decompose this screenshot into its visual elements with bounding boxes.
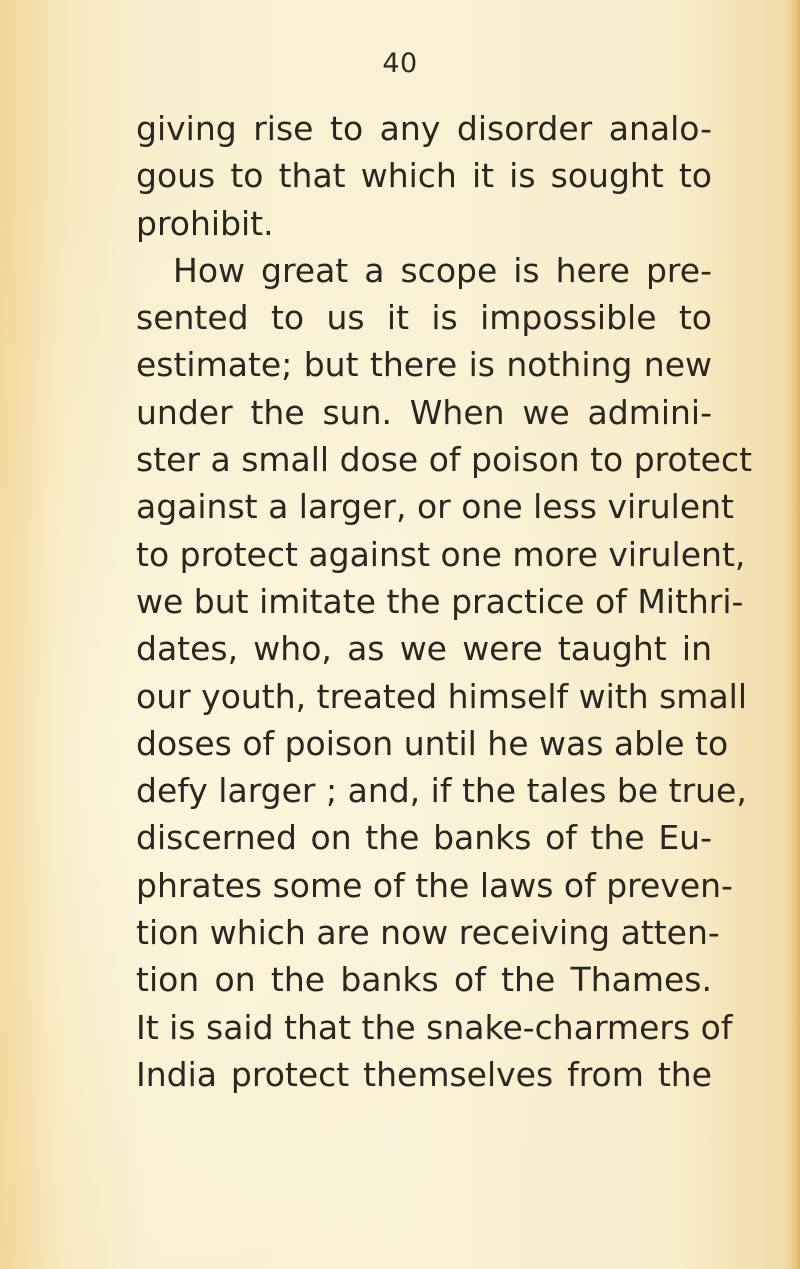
text-line: we but imitate the practice of Mithri- bbox=[136, 581, 744, 621]
text-line: tion which are now receiving atten- bbox=[136, 913, 720, 953]
text-line: sented to us it is impossible to bbox=[136, 298, 712, 338]
text-line: prohibit. bbox=[136, 203, 274, 243]
text-line: doses of poison until he was able to bbox=[136, 723, 729, 763]
text-line: tion on the banks of the Thames. bbox=[136, 960, 712, 1000]
text-line: against a larger, or one less virulent bbox=[136, 487, 734, 527]
text-line: giving rise to any disorder analo- bbox=[136, 109, 712, 148]
text-line: phrates some of the laws of preven- bbox=[136, 865, 733, 905]
text-line: defy larger ; and, if the tales be true, bbox=[136, 771, 747, 811]
text-line: estimate; but there is nothing new bbox=[136, 345, 712, 385]
text-line: our youth, treated himself with small bbox=[136, 676, 748, 716]
text-line: under the sun. When we admini- bbox=[136, 392, 712, 432]
paragraph-start-line: How great a scope is here pre- bbox=[173, 250, 712, 290]
page-edge-shading-right bbox=[786, 0, 800, 1269]
text-line: dates, who, as we were taught in bbox=[136, 629, 712, 669]
text-line: gous to that which it is sought to bbox=[136, 156, 712, 196]
text-line: India protect themselves from the bbox=[136, 1054, 712, 1094]
page-number: 40 bbox=[382, 48, 418, 79]
text-line: It is said that the snake-charmers of bbox=[136, 1007, 733, 1047]
text-line: discerned on the banks of the Eu- bbox=[136, 818, 712, 858]
text-line: to protect against one more virulent, bbox=[136, 534, 746, 574]
body-text bbox=[136, 105, 753, 1098]
page-edge-shading-left bbox=[0, 0, 60, 1269]
text-line: ster a small dose of poison to protect bbox=[136, 440, 753, 480]
